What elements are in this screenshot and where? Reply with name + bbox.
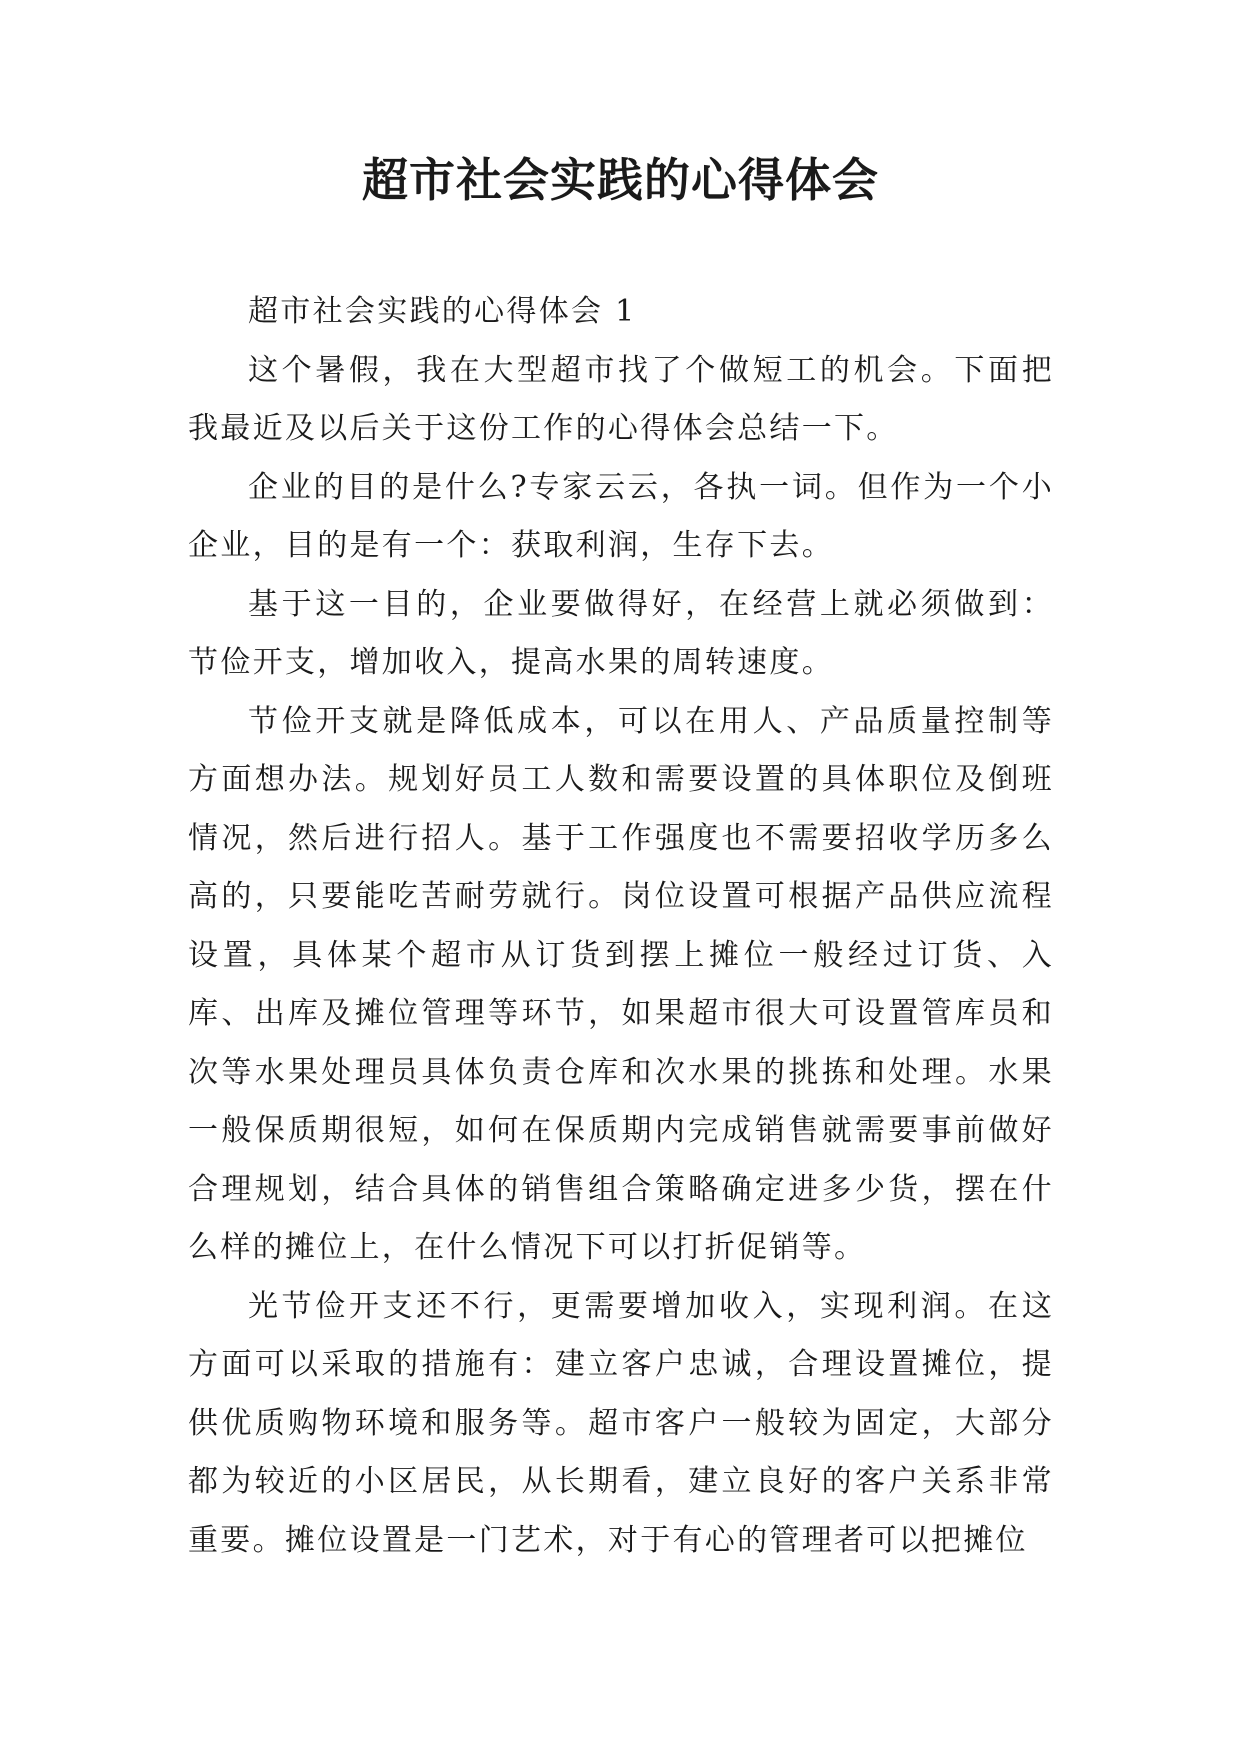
- paragraph: 光节俭开支还不行，更需要增加收入，实现利润。在这方面可以采取的措施有：建立客户忠诚，合理设置摊位，提供优质购物环境和服务等。超市客户一般较为固定，大部分都为较近的小区居民，从长期看，建立良好的客户关系非常重要。摊位设置是一门艺术，对于有心的管理者可以把摊位: [188, 1288, 1054, 1558]
- paragraph: 节俭开支就是降低成本，可以在用人、产品质量控制等方面想办法。规划好员工人数和需要设置的具体职位及倒班情况，然后进行招人。基于工作强度也不需要招收学历多么高的，只要能吃苦耐劳就行。岗位设置可根据产品供应流程设置，具体某个超市从订货到摆上摊位一般经过订货、入库、出库及摊位管理等环节，如果超市很大可设置管库员和次等水果处理员具体负责仓库和次水果的挑拣和处理。水果一般保质期很短，如何在保质期内完成销售就需要事前做好合理规划，结合具体的销售组合策略确定进多少货，摆在什么样的摊位上，在什么情况下可以打折促销等。: [188, 703, 1054, 1265]
- document-title: 超市社会实践的心得体会: [362, 153, 879, 207]
- section-heading: 超市社会实践的心得体会 1: [248, 294, 637, 329]
- paragraph: 企业的目的是什么?专家云云，各执一词。但作为一个小企业，目的是有一个：获取利润，生存下去。: [188, 469, 1054, 563]
- document-body: [188, 283, 1054, 1570]
- paragraph: 这个暑假，我在大型超市找了个做短工的机会。下面把我最近及以后关于这份工作的心得体会总结一下。: [188, 352, 1054, 446]
- paragraph: 基于这一目的，企业要做得好，在经营上就必须做到：节俭开支，增加收入，提高水果的周转速度。: [188, 586, 1054, 680]
